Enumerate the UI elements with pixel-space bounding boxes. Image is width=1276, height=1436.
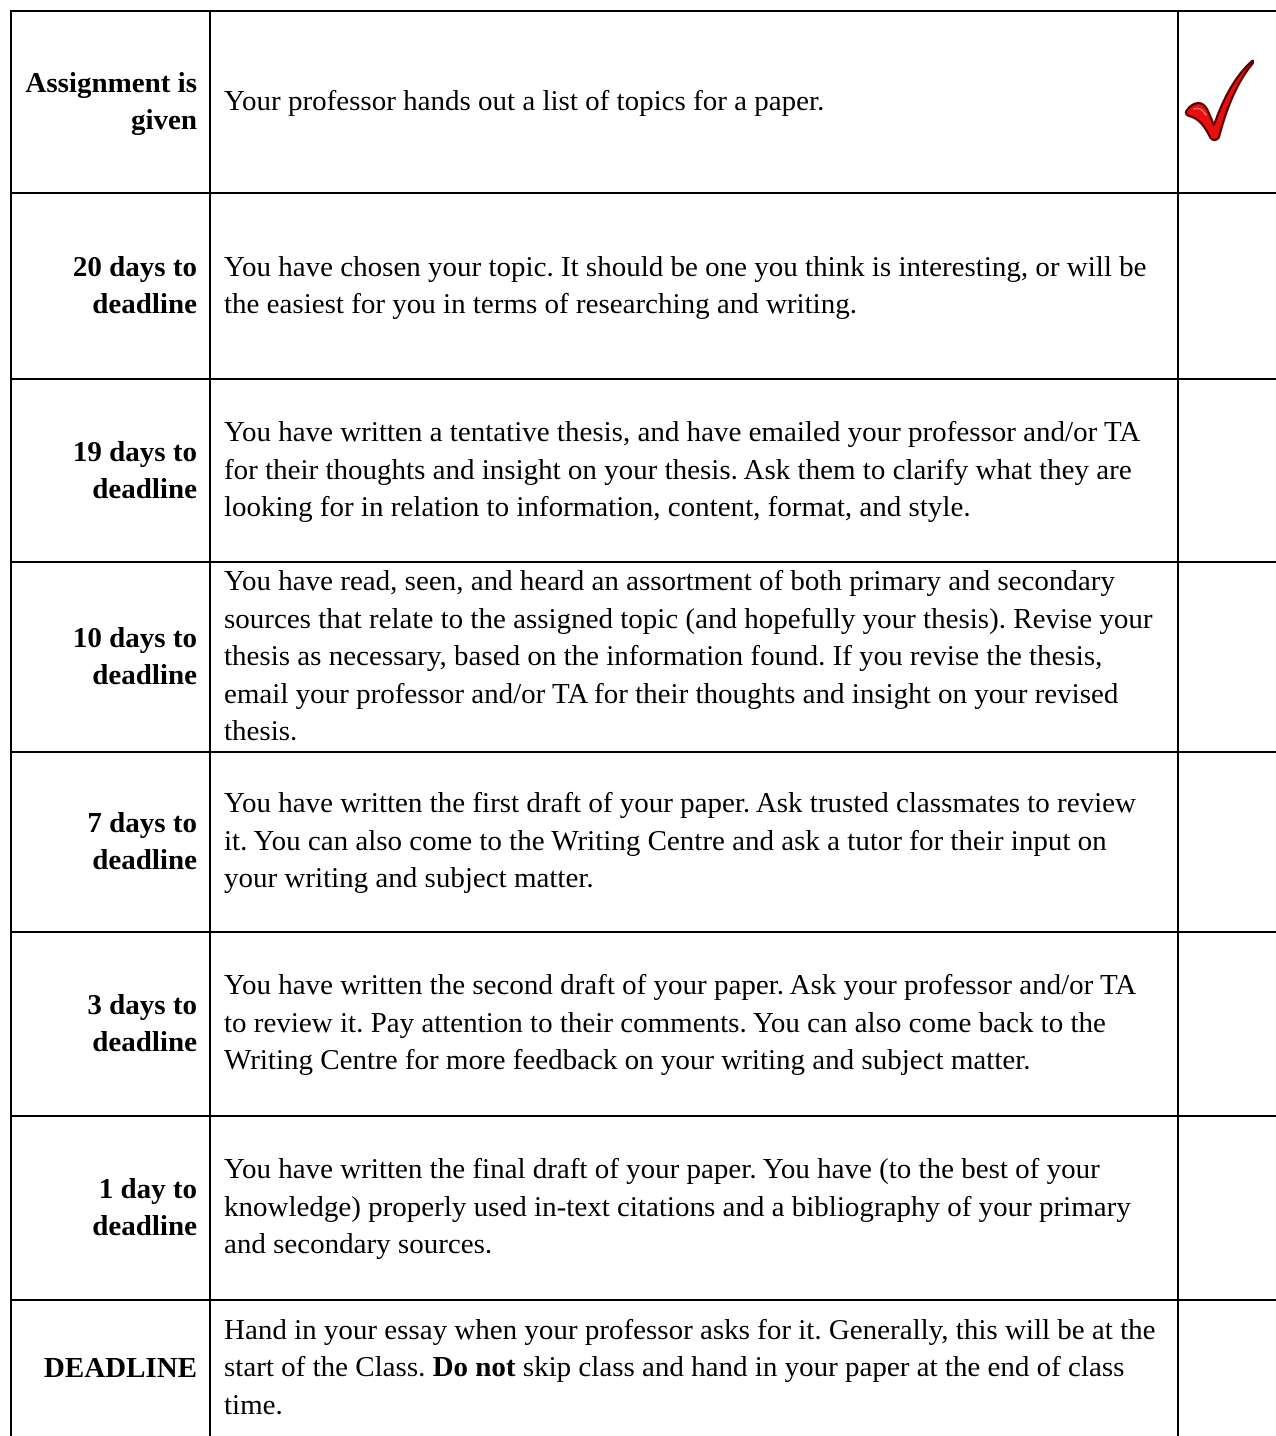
description-text: You have written the second draft of your paper. Ask your professor and/or TA to review it. Pay attention to their comments. You can also come back to the Writing Centre for more feedback on your writing and subject matter. [224, 969, 1135, 1077]
description [210, 1300, 1178, 1436]
description-text: You have written the first draft of your paper. Ask trusted classmates to review it. You can also come to the Writing Centre and ask a tutor for their input on your writing and subject matter. [224, 787, 1136, 895]
description-text-end: skip class and hand in your paper at the end of class time. [224, 1351, 1125, 1421]
description-text: Hand in your essay when your professor asks for it. Generally, this will be at the start of the Class. [224, 1313, 1156, 1384]
schedule-row [11, 1300, 1276, 1436]
checkbox-cell[interactable] [1178, 1116, 1276, 1300]
checkbox-cell[interactable] [1178, 379, 1276, 562]
description-text: You have written a tentative thesis, and have emailed your professor and/or TA for their thoughts and insight on your thesis. Ask them to clarify what they are looking for in relation to information, content, format, and style. [224, 416, 1139, 524]
schedule-row [11, 752, 1276, 932]
checkbox-cell[interactable] [1178, 562, 1276, 752]
time-label: 10 days to deadline [11, 562, 210, 752]
time-label: Assignment is given [11, 11, 210, 193]
red-checkmark-icon [1184, 58, 1254, 147]
time-label: DEADLINE [11, 1300, 210, 1436]
description-text: Your professor hands out a list of topics for a paper. [224, 85, 825, 118]
time-label: 7 days to deadline [11, 752, 210, 932]
schedule-row [11, 562, 1276, 752]
description [210, 1116, 1178, 1300]
description-text: You have written the final draft of your paper. You have (to the best of your knowledge) properly used in-text citations and a bibliography of your primary and secondary sources. [224, 1153, 1131, 1261]
schedule-row [11, 932, 1276, 1116]
description [210, 11, 1178, 193]
description [210, 752, 1178, 932]
schedule-row [11, 193, 1276, 379]
schedule-row [11, 11, 1276, 193]
description [210, 562, 1178, 752]
schedule-row [11, 379, 1276, 562]
checkbox-cell[interactable] [1178, 752, 1276, 932]
time-label: 1 day to deadline [11, 1116, 210, 1300]
schedule-row [11, 1116, 1276, 1300]
checkbox-cell[interactable] [1178, 11, 1276, 193]
checkbox-cell[interactable] [1178, 193, 1276, 379]
checkbox-cell[interactable] [1178, 1300, 1276, 1436]
time-label: 19 days to deadline [11, 379, 210, 562]
description-text: You have chosen your topic. It should be one you think is interesting, or will be the easiest for you in terms of researching and writing. [224, 250, 1147, 320]
description [210, 932, 1178, 1116]
time-label: 3 days to deadline [11, 932, 210, 1116]
description [210, 379, 1178, 562]
checkbox-cell[interactable] [1178, 932, 1276, 1116]
description-text: You have read, seen, and heard an assortment of both primary and secondary sources that relate to the assigned topic (and hopefully your thesis). Revise your thesis as necessary, based on the information found. If you revise the thesis, email your professor and/or TA for their thoughts and insight on your revised thesis. [224, 565, 1153, 747]
description-emphasis: Do not [432, 1351, 516, 1384]
time-label: 20 days to deadline [11, 193, 210, 379]
deadline-schedule-table [10, 10, 1276, 1436]
description [210, 193, 1178, 379]
